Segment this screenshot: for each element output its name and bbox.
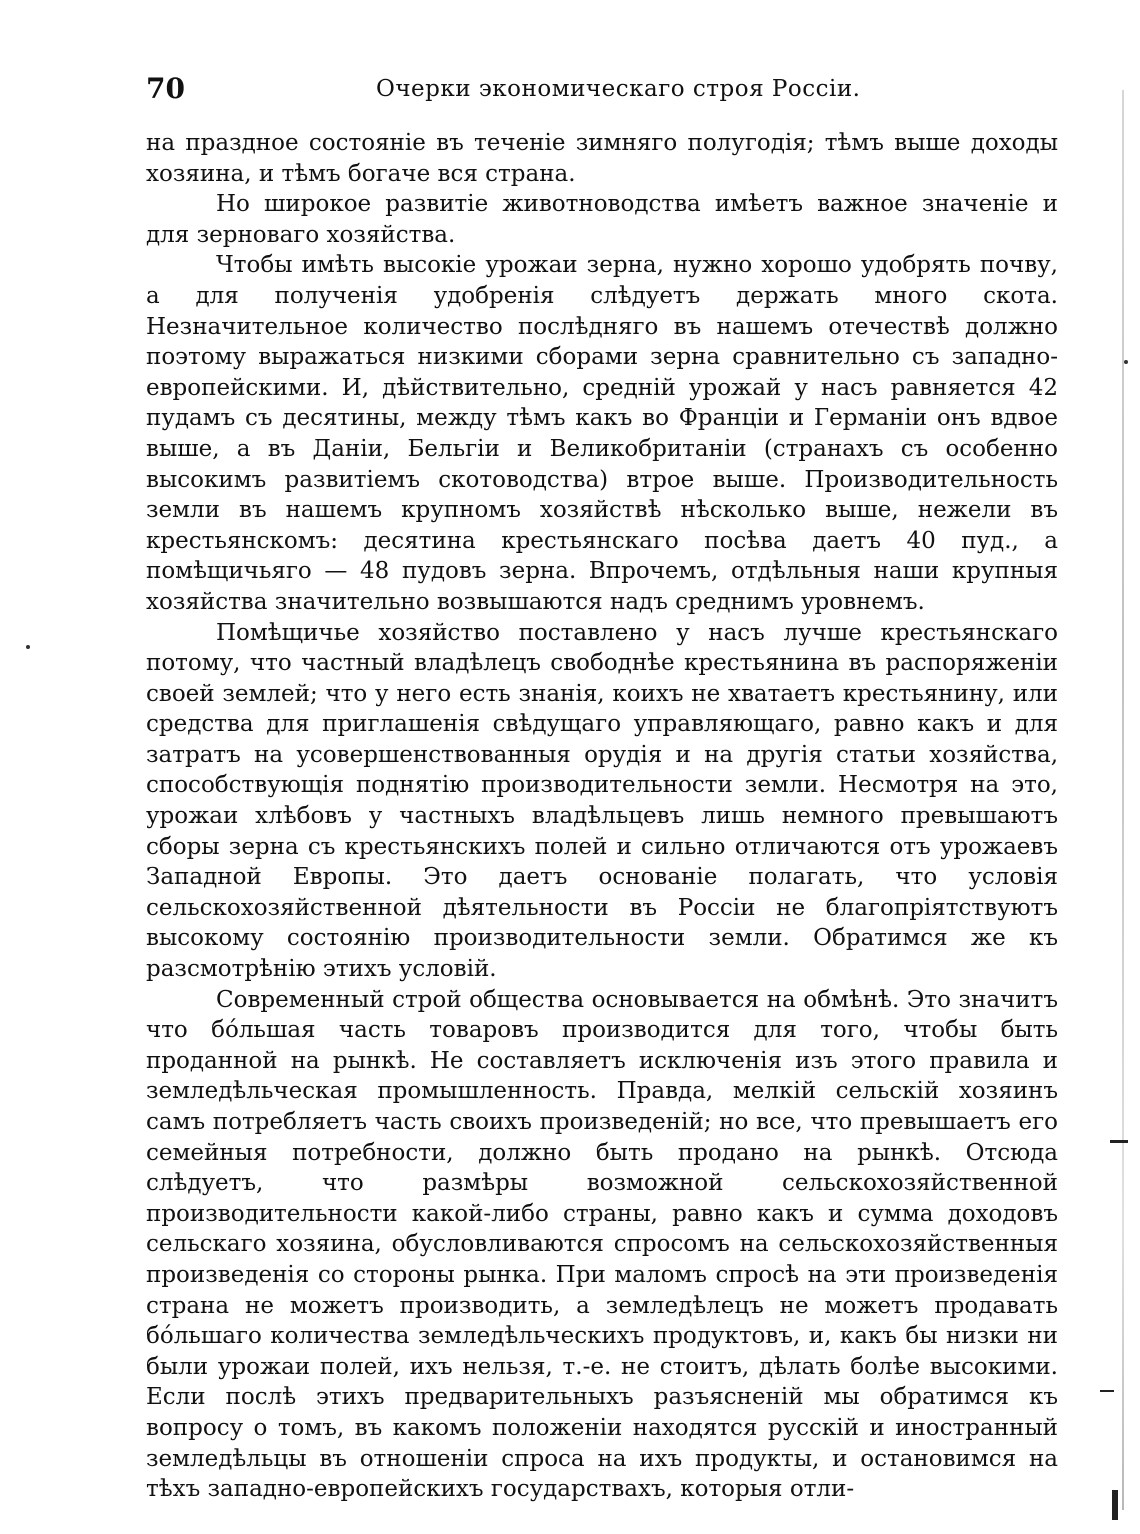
page-number: 70 bbox=[146, 72, 185, 105]
paragraph-continuation: на праздное состояніе въ теченіе зимняго полугодія; тѣмъ выше доходы хозяина, и тѣмъ богаче вся страна. bbox=[146, 130, 1058, 187]
scan-edge-mark bbox=[1100, 1390, 1114, 1392]
scan-edge-mark bbox=[1112, 1490, 1118, 1520]
paragraph-estate-farming: Помѣщичье хозяйство поставлено у насъ лучше крестьянскаго потому, что частный владѣлецъ свободнѣе крестьянина въ распоряженіи своей землей; что у него есть знанія, коихъ не хватаетъ крестьянину, или средства для приглашенія свѣдущаго управляющаго, равно какъ и для затратъ на усовершенствованныя орудія и на другія статьи хозяйства, способствующія поднятію производительности земли. Несмотря на это, урожаи хлѣбовъ у частныхъ владѣльцевъ лишь немного превышаютъ сборы зерна съ крестьянскихъ полей и сильно отличаются отъ урожаевъ Западной Европы. Это даетъ основаніе полагать, что условія сельскохозяйственной дѣятельности въ Россіи не благопріятствуютъ высокому состоянію производительности земли. Обратимся же къ разсмотрѣнію этихъ условій. bbox=[146, 619, 1058, 983]
page-header bbox=[146, 72, 1058, 112]
running-title: Очерки экономическаго строя Россіи. bbox=[376, 76, 861, 102]
body-text bbox=[146, 128, 1058, 1505]
paragraph-exchange: Современный строй общества основывается на обмѣнѣ. Это значитъ что бо́льшая часть товаровъ производится для того, чтобы быть проданной на рынкѣ. Не составляетъ исключенія изъ этого правила и земледѣльческая промышленность. Правда, мелкій сельскій хозяинъ самъ потребляетъ часть своихъ произведеній; но все, что превышаетъ его семейныя потребности, должно быть продано на рынкѣ. Отсюда слѣдуетъ, что размѣры возможной сельскохозяйственной производительности какой-либо страны, равно какъ и сумма доходовъ сельскаго хозяина, обусловливаются спросомъ на сельскохозяйственныя произведенія со стороны рынка. При маломъ спросѣ на эти произведенія страна не можетъ производить, а земледѣлецъ не можетъ продавать бо́льшаго количества земледѣльческихъ продуктовъ, и, какъ бы низки ни были урожаи полей, ихъ нельзя, т.-е. не стоитъ, дѣлать болѣе высокими. Если послѣ этихъ предварительныхъ разъясненій мы обратимся къ вопросу о томъ, въ какомъ положеніи находятся русскій и иностранный земледѣльцы въ отношеніи спроса на ихъ продукты, и остановимся на тѣхъ западно-европейскихъ государствахъ, которыя отли- bbox=[146, 986, 1058, 1503]
paragraph-livestock: Но широкое развитіе животноводства имѣетъ важное значеніе и для зерноваго хозяйства. bbox=[146, 191, 1058, 248]
scan-speck bbox=[26, 645, 30, 649]
scan-binding-edge bbox=[1122, 90, 1124, 1510]
paragraph-yields: Чтобы имѣть высокіе урожаи зерна, нужно хорошо удобрять почву, а для полученія удобренія слѣдуетъ держать много скота. Незначительное количество послѣдняго въ нашемъ отечествѣ должно поэтому выражаться низкими сборами зерна сравнительно съ западно-европейскими. И, дѣйствительно, средній урожай у насъ равняется 42 пудамъ съ десятины, между тѣмъ какъ во Франціи и Германіи онъ вдвое выше, а въ Даніи, Бельгіи и Великобританіи (странахъ съ особенно высокимъ развитіемъ скотоводства) втрое выше. Производительность земли въ нашемъ крупномъ хозяйствѣ нѣсколько выше, нежели въ крестьянскомъ: десятина крестьянскаго посѣва даетъ 40 пуд., а помѣщичьяго — 48 пудовъ зерна. Впрочемъ, отдѣльныя наши крупныя хозяйства значительно возвышаются надъ среднимъ уровнемъ. bbox=[146, 252, 1058, 615]
scan-speck bbox=[1124, 360, 1128, 364]
scan-edge-mark bbox=[1110, 1140, 1128, 1143]
